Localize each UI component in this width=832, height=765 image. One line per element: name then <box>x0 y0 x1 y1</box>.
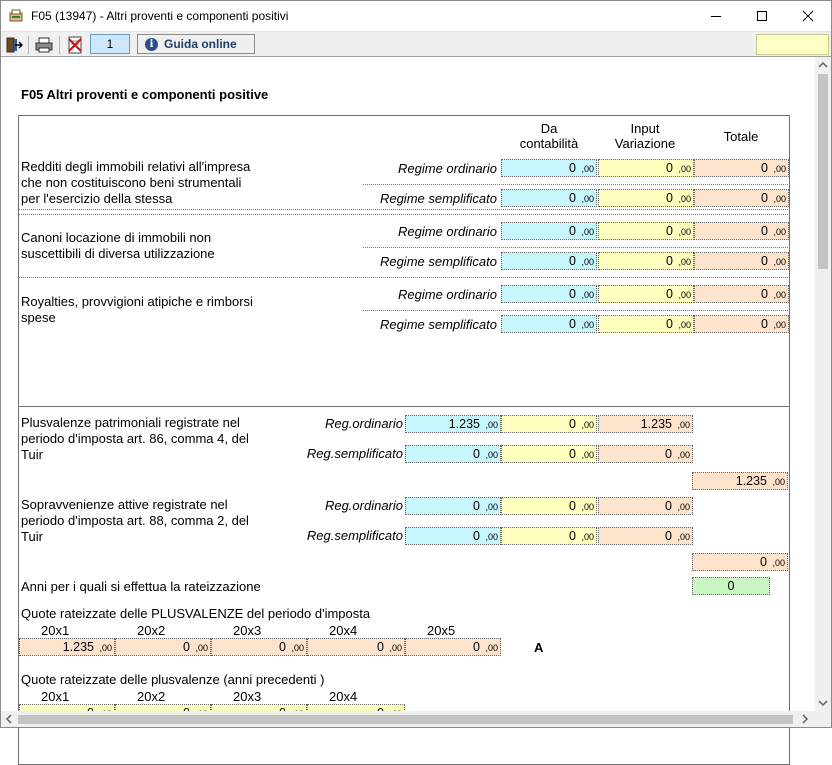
sopravvenienze-total: 0 ,00 <box>692 553 788 571</box>
scroll-down-icon[interactable] <box>819 700 827 706</box>
regime-semplificato-label: Regime semplificato <box>379 317 497 332</box>
row2-semplificato-contabilita[interactable]: 0 ,00 <box>501 252 597 270</box>
status-indicator-box <box>756 34 829 55</box>
vertical-scroll-thumb[interactable] <box>818 74 828 269</box>
print-icon[interactable] <box>35 36 53 54</box>
plusvalenze-label: Plusvalenze patrimoniali registrate nel periodo d'imposta art. 86, comma 4, del Tuir <box>21 415 249 462</box>
header-da-contabilita: Da contabilità <box>519 121 579 151</box>
year-label: 20x4 <box>329 689 358 704</box>
form-title: F05 Altri proventi e componenti positive <box>21 87 269 102</box>
divider <box>363 247 790 248</box>
row1-ordinario-contabilita[interactable]: 0 ,00 <box>501 159 597 177</box>
close-button[interactable] <box>785 1 831 31</box>
window-title: F05 (13947) - Altri proventi e componenti positivi <box>31 9 289 23</box>
regime-semplificato-label: Regime semplificato <box>379 191 497 206</box>
row-label-redditi-immobili: Redditi degli immobili relativi all'impresa che non costituiscono beni strumentali per l'esercizio della stessa <box>21 159 251 206</box>
maximize-button[interactable] <box>739 1 785 31</box>
plusvalenze-ordinario-totale: 1.235 ,00 <box>598 415 693 433</box>
toolbar <box>1 31 831 57</box>
sopravvenienze-semplificato-totale: 0 ,00 <box>598 527 693 545</box>
divider <box>363 184 790 185</box>
row3-ordinario-totale: 0 ,00 <box>694 285 789 303</box>
toolbar-separator <box>28 36 29 54</box>
marker-a: A <box>534 640 544 655</box>
form-content <box>3 57 815 711</box>
sopravvenienze-ordinario-contabilita[interactable]: 0 ,00 <box>405 497 501 515</box>
anni-rateizzazione-label: Anni per i quali si effettua la rateizzazione <box>21 579 261 594</box>
scroll-up-icon[interactable] <box>819 62 827 68</box>
online-guide-button[interactable] <box>137 34 255 54</box>
scroll-right-icon[interactable] <box>802 715 808 723</box>
row1-semplificato-variazione[interactable]: 0 ,00 <box>598 189 694 207</box>
minimize-button[interactable] <box>693 1 739 31</box>
regime-ordinario-label: Regime ordinario <box>398 224 497 239</box>
year-label: 20x2 <box>137 623 166 638</box>
year-label: 20x1 <box>41 623 70 638</box>
row1-semplificato-totale: 0 ,00 <box>694 189 789 207</box>
regime-semplificato-label: Regime semplificato <box>379 254 497 269</box>
row2-ordinario-contabilita[interactable]: 0 ,00 <box>501 222 597 240</box>
reg-semplificato-label: Reg.semplificato <box>306 528 403 543</box>
anni-rateizzazione-field[interactable]: 0 <box>692 577 770 595</box>
sopravvenienze-ordinario-variazione[interactable]: 0 ,00 <box>501 497 597 515</box>
info-icon: i <box>145 38 158 51</box>
horizontal-scrollbar[interactable] <box>1 711 815 727</box>
minimize-icon <box>711 11 722 22</box>
regime-ordinario-label: Regime ordinario <box>398 287 497 302</box>
row1-ordinario-totale: 0 ,00 <box>694 159 789 177</box>
scroll-left-icon[interactable] <box>6 715 12 723</box>
row3-ordinario-contabilita[interactable]: 0 ,00 <box>501 285 597 303</box>
sopravvenienze-semplificato-variazione[interactable]: 0 ,00 <box>501 527 597 545</box>
year-label: 20x4 <box>329 623 358 638</box>
sopravvenienze-label: Sopravvenienze attive registrate nel periodo d'imposta art. 88, comma 2, del Tuir <box>21 497 249 544</box>
exit-door-icon[interactable] <box>5 36 23 54</box>
reg-ordinario-label: Reg.ordinario <box>324 498 403 513</box>
plusvalenze-ordinario-contabilita[interactable]: 1.235 ,00 <box>405 415 501 433</box>
row2-ordinario-variazione[interactable]: 0 ,00 <box>598 222 694 240</box>
row-label-canoni-locazione: Canoni locazione di immobili non suscettibili di diversa utilizzazione <box>21 230 215 261</box>
section-divider <box>19 406 790 407</box>
divider <box>363 310 790 311</box>
row2-semplificato-totale: 0 ,00 <box>694 252 789 270</box>
row-divider <box>19 214 790 215</box>
regime-ordinario-label: Regime ordinario <box>398 161 497 176</box>
year-label: 20x3 <box>233 623 262 638</box>
vertical-scrollbar[interactable] <box>815 57 831 711</box>
quote-periodo-label: Quote rateizzate delle PLUSVALENZE del periodo d'imposta <box>21 606 371 621</box>
row-divider <box>19 209 790 210</box>
row3-semplificato-variazione[interactable]: 0 ,00 <box>598 315 694 333</box>
plusvalenze-semplificato-variazione[interactable]: 0 ,00 <box>501 445 597 463</box>
sopravvenienze-semplificato-contabilita[interactable]: 0 ,00 <box>405 527 501 545</box>
year-label: 20x3 <box>233 689 262 704</box>
header-totale: Totale <box>723 129 759 144</box>
quota-periodo-20x1: 1.235 ,00 <box>19 638 115 656</box>
quota-periodo-20x2: 0 ,00 <box>115 638 211 656</box>
app-icon <box>9 9 23 22</box>
row3-semplificato-totale: 0 ,00 <box>694 315 789 333</box>
plusvalenze-semplificato-totale: 0 ,00 <box>598 445 693 463</box>
horizontal-scroll-thumb[interactable] <box>18 715 793 724</box>
page-number-field[interactable]: 1 <box>90 34 130 54</box>
year-label: 20x2 <box>137 689 166 704</box>
year-label: 20x5 <box>427 623 456 638</box>
quota-periodo-20x3: 0 ,00 <box>211 638 307 656</box>
plusvalenze-semplificato-contabilita[interactable]: 0 ,00 <box>405 445 501 463</box>
row3-ordinario-variazione[interactable]: 0 ,00 <box>598 285 694 303</box>
year-label: 20x1 <box>41 689 70 704</box>
close-icon <box>803 11 814 22</box>
reg-semplificato-label: Reg.semplificato <box>306 446 403 461</box>
row2-ordinario-totale: 0 ,00 <box>694 222 789 240</box>
row3-semplificato-contabilita[interactable]: 0 ,00 <box>501 315 597 333</box>
row1-ordinario-variazione[interactable]: 0 ,00 <box>598 159 694 177</box>
sopravvenienze-ordinario-totale: 0 ,00 <box>598 497 693 515</box>
quota-periodo-20x4: 0 ,00 <box>307 638 405 656</box>
quote-precedenti-label: Quote rateizzate delle plusvalenze (anni precedenti ) <box>21 672 325 687</box>
scrollbar-corner <box>815 711 831 727</box>
quota-periodo-20x5: 0 ,00 <box>405 638 501 656</box>
row1-semplificato-contabilita[interactable]: 0 ,00 <box>501 189 597 207</box>
row2-semplificato-variazione[interactable]: 0 ,00 <box>598 252 694 270</box>
header-input-variazione: Input Variazione <box>614 121 676 151</box>
delete-document-icon[interactable] <box>66 36 84 54</box>
plusvalenze-total: 1.235 ,00 <box>692 472 788 490</box>
plusvalenze-ordinario-variazione[interactable]: 0 ,00 <box>501 415 597 433</box>
row-label-royalties: Royalties, provvigioni atipiche e rimborsi spese <box>21 294 253 325</box>
online-guide-label: Guida online <box>164 37 237 51</box>
title-bar <box>1 1 831 31</box>
maximize-icon <box>757 11 768 22</box>
toolbar-separator <box>59 36 60 54</box>
reg-ordinario-label: Reg.ordinario <box>324 416 403 431</box>
row-divider <box>19 277 790 278</box>
